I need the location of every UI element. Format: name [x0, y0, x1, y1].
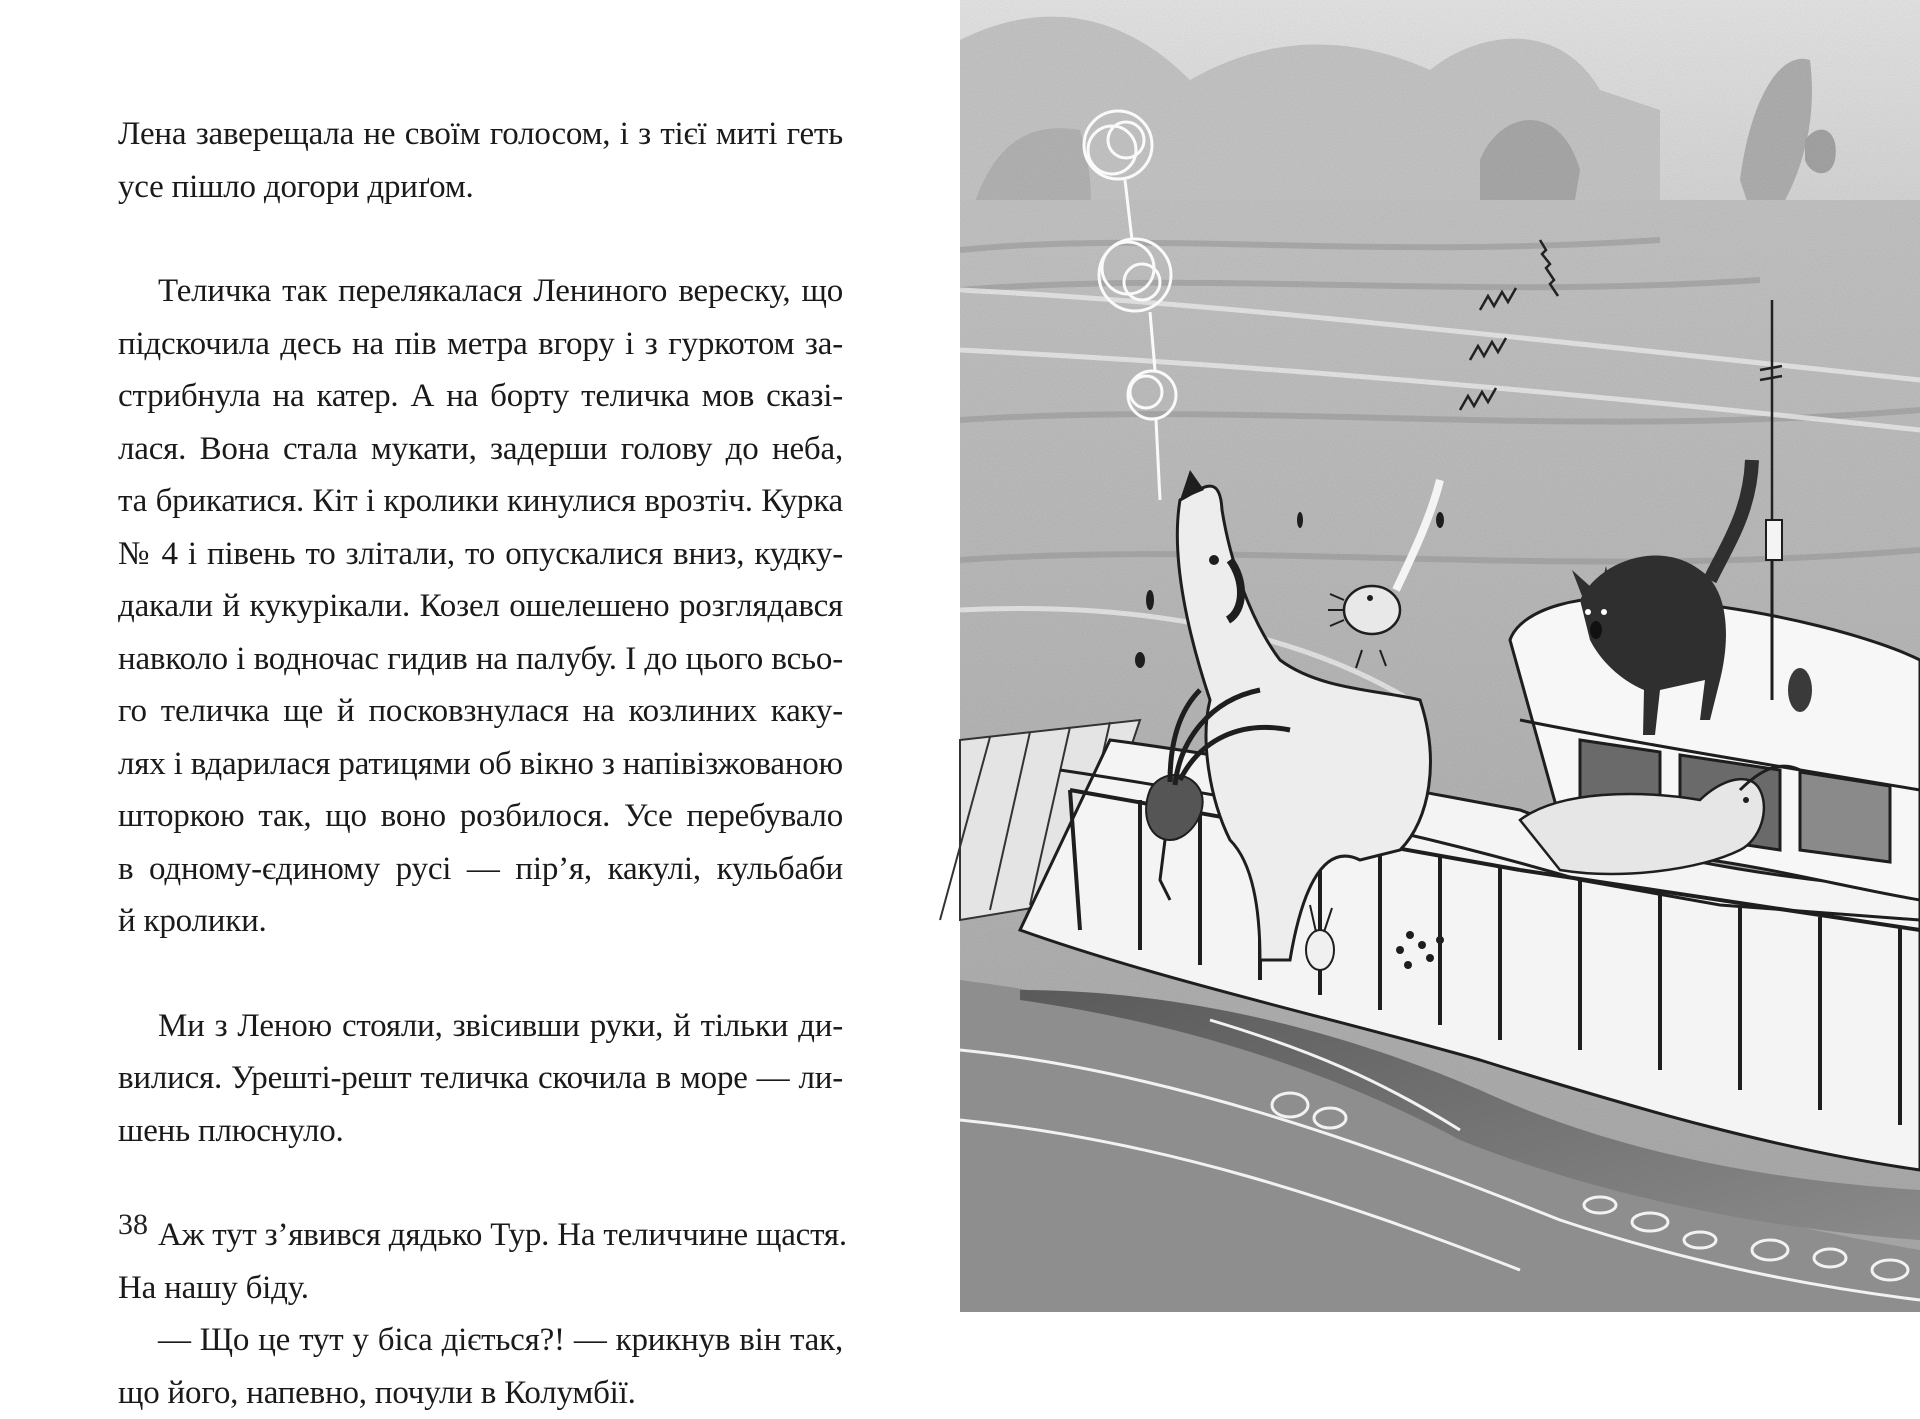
text-line: шторкою так, що воно розбилося. Усе перебувало: [118, 790, 843, 843]
body-text: [118, 108, 843, 1419]
text-line: дакали й кукурікали. Козел ошелешено розглядався: [118, 580, 843, 633]
left-page: [0, 0, 960, 1312]
paragraph-5-dialogue: [118, 1314, 843, 1419]
text-line: Лена заверещала не своїм голосом, і з тієї миті геть: [118, 108, 843, 161]
text-line: лях і вдарилася ратицями об вікно з напівізжованою: [118, 738, 843, 791]
text-line: № 4 і півень то злітали, то опускалися вниз, кудку-: [118, 528, 843, 581]
text-line: — Що це тут у біса діється?! — крикнув він так,: [118, 1314, 843, 1367]
paragraph-4: [118, 1209, 843, 1314]
text-line: в одному-єдиному русі — пір’я, какулі, кульбаби: [118, 843, 843, 896]
text-line: навколо і водночас гидив на палубу. І до цього всьо-: [118, 633, 843, 686]
text-line: На нашу біду.: [118, 1262, 843, 1315]
text-line: Ми з Леною стояли, звісивши руки, й тільки ди-: [118, 1000, 843, 1053]
text-line: стрибнула на катер. А на борту теличка мов сказі-: [118, 370, 843, 423]
paragraph-2: [118, 265, 843, 948]
text-line: го теличка ще й посковзнулася на козлиних каку-: [118, 685, 843, 738]
text-line: вилися. Урешті-решт теличка скочила в море — ли-: [118, 1052, 843, 1105]
text-line: Теличка так перелякалася Лениного вереску, що: [118, 265, 843, 318]
text-line: лася. Вона стала мукати, задерши голову до неба,: [118, 423, 843, 476]
text-line: та брикатися. Кіт і кролики кинулися врозтіч. Курка: [118, 475, 843, 528]
paragraph-1: [118, 108, 843, 213]
text-line: усе пішло догори дриґом.: [118, 161, 843, 214]
text-line: й кролики.: [118, 895, 843, 948]
page-number: 38: [118, 1208, 148, 1242]
text-line: шень плюснуло.: [118, 1105, 843, 1158]
text-line: підскочила десь на пів метра вгору і з гуркотом за-: [118, 318, 843, 371]
paragraph-3: [118, 1000, 843, 1158]
text-line: Аж тут з’явився дядько Тур. На теличчине щастя.: [118, 1209, 843, 1262]
text-line: що його, напевно, почули в Колумбії.: [118, 1367, 843, 1419]
boat-chaos-illustration: [960, 0, 1920, 1312]
right-page-illustration: [960, 0, 1920, 1312]
